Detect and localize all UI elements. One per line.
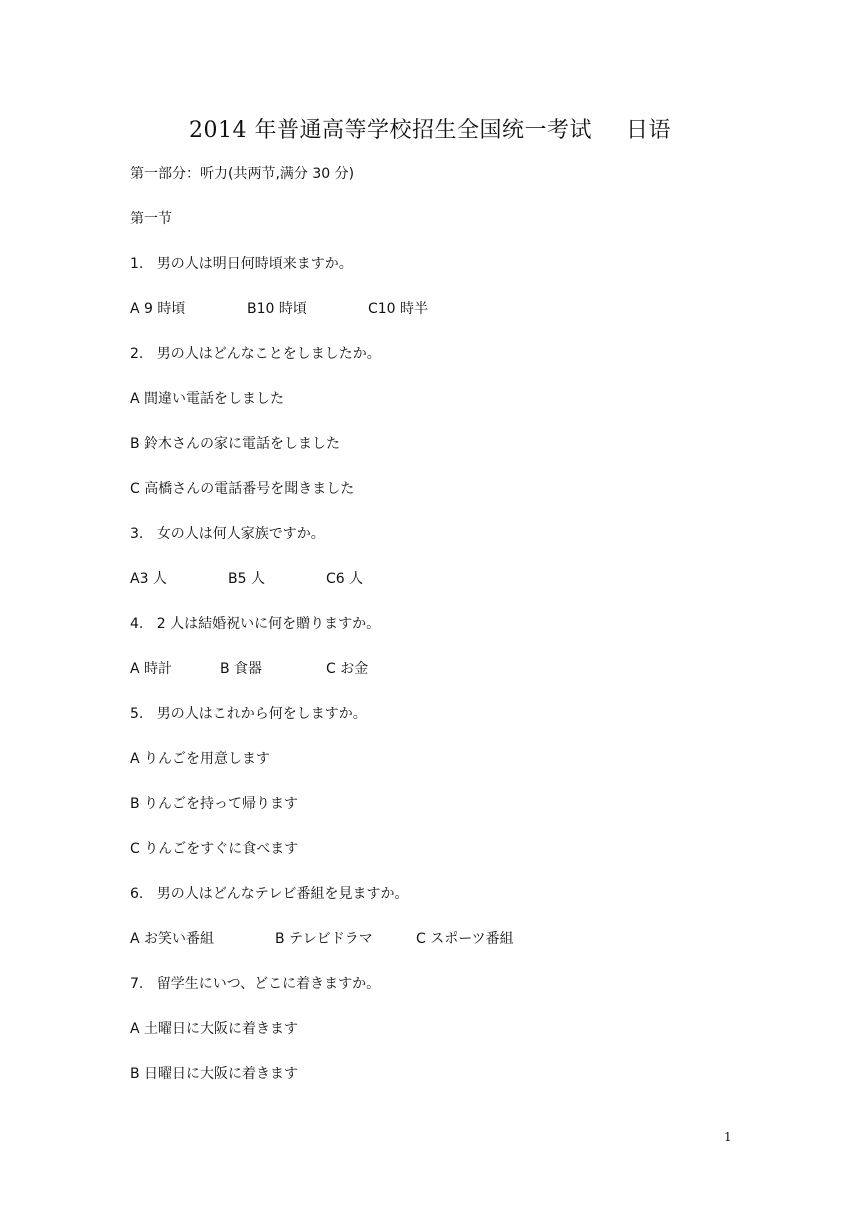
question-text: 女の人は何人家族ですか。 xyxy=(156,526,325,542)
subsection-heading: 第一节 xyxy=(130,211,172,227)
question-1 xyxy=(130,255,353,273)
question-1-option-a: A 9 時頃 xyxy=(130,301,186,317)
question-text: 男の人は明日何時頃来ますか。 xyxy=(156,256,353,272)
question-5-option-a: A りんごを用意します xyxy=(130,751,271,767)
question-number: 4. xyxy=(130,616,144,632)
question-text: 男の人はどんなテレビ番組を見ますか。 xyxy=(156,886,409,902)
question-text: 留学生にいつ、どこに着きますか。 xyxy=(156,976,381,992)
question-6-option-a: A お笑い番組 xyxy=(130,931,215,947)
question-number: 7. xyxy=(130,976,144,992)
question-5-option-c: C りんごをすぐに食べます xyxy=(130,841,299,857)
question-text: 男の人はこれから何をしますか。 xyxy=(156,706,367,722)
question-text: 2 人は結婚祝いに何を贈りますか。 xyxy=(156,616,381,632)
question-number: 1. xyxy=(130,256,144,272)
exam-title xyxy=(0,113,860,144)
question-3-option-b: B5 人 xyxy=(228,571,265,587)
question-1-option-b: B10 時頃 xyxy=(247,301,307,317)
question-4-option-b: B 食器 xyxy=(220,661,263,677)
question-5 xyxy=(130,705,367,723)
question-2-option-a: A 間違い電話をしました xyxy=(130,391,285,407)
exam-title-subject: 日语 xyxy=(625,118,671,143)
question-number: 2. xyxy=(130,346,144,362)
question-2-option-b: B 鈴木さんの家に電話をしました xyxy=(130,436,341,452)
exam-title-main: 2014 年普通高等学校招生全国统一考试 xyxy=(189,118,592,143)
question-3 xyxy=(130,525,325,543)
question-number: 3. xyxy=(130,526,144,542)
question-2-option-c: C 高橋さんの電話番号を聞きました xyxy=(130,481,355,497)
question-6 xyxy=(130,885,408,903)
question-6-option-c: C スポーツ番組 xyxy=(416,931,514,947)
question-7-option-b: B 日曜日に大阪に着きます xyxy=(130,1066,299,1082)
question-4 xyxy=(130,615,380,633)
question-number: 6. xyxy=(130,886,144,902)
question-4-option-a: A 時計 xyxy=(130,661,173,677)
question-3-option-a: A3 人 xyxy=(130,571,167,587)
section-part-heading: 第一部分：听力(共两节,满分 30 分) xyxy=(130,166,355,182)
page-number: 1 xyxy=(724,1130,732,1144)
question-7 xyxy=(130,975,380,993)
question-4-option-c: C お金 xyxy=(326,661,369,677)
question-text: 男の人はどんなことをしましたか。 xyxy=(156,346,381,362)
question-2 xyxy=(130,345,381,363)
question-1-option-c: C10 時半 xyxy=(368,301,429,317)
question-3-option-c: C6 人 xyxy=(326,571,364,587)
question-7-option-a: A 土曜日に大阪に着きます xyxy=(130,1021,299,1037)
question-6-option-b: B テレビドラマ xyxy=(275,931,373,947)
question-number: 5. xyxy=(130,706,144,722)
question-5-option-b: B りんごを持って帰ります xyxy=(130,796,299,812)
